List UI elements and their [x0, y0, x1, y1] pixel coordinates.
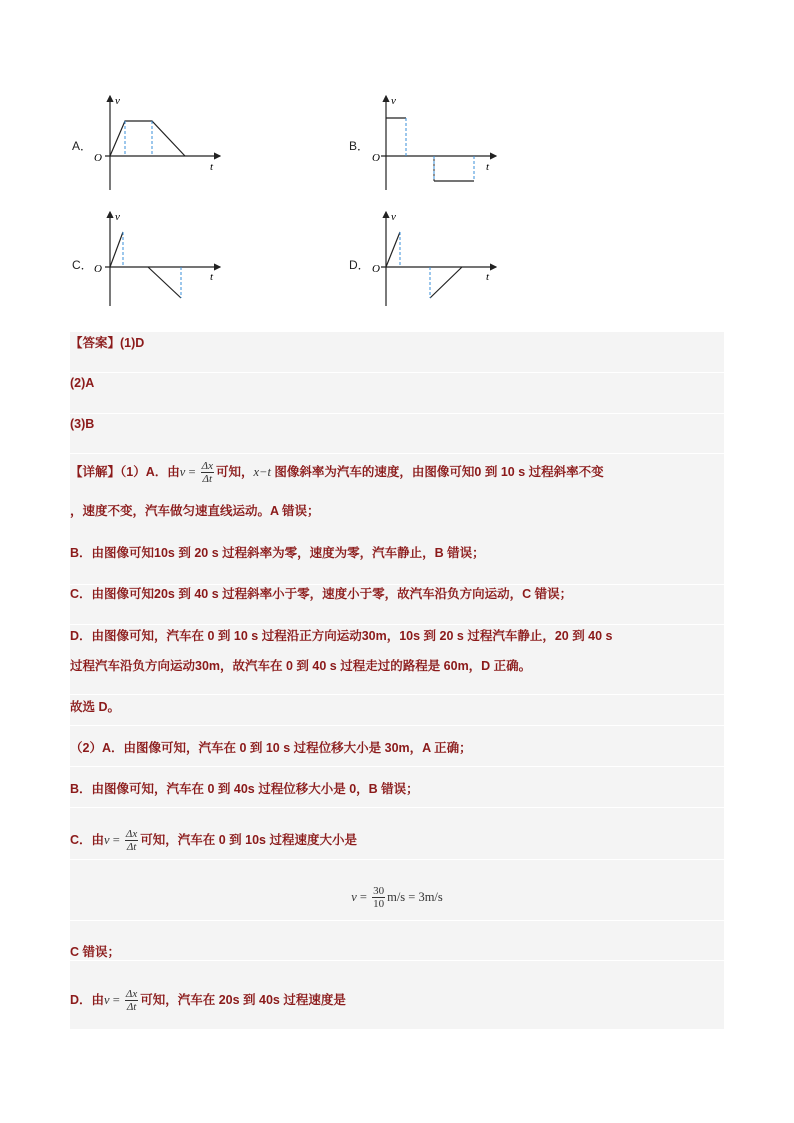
detail-l10-v: v — [104, 833, 110, 847]
detail-label: 【详解】 — [70, 465, 121, 479]
detail-line-2: ，速度不变，汽车做匀速直线运动。A 错误； — [70, 504, 320, 518]
graph-c-v: v — [115, 211, 120, 223]
frac-num-2: Δx — [125, 828, 138, 841]
graph-d — [372, 211, 496, 306]
graph-b — [372, 95, 496, 190]
detail-line-11: C 错误； — [70, 945, 121, 959]
fraction-dx-dt-2 — [125, 828, 138, 853]
detail-line-1 — [70, 458, 724, 486]
graph-b-v: v — [391, 95, 396, 107]
detail-line-3: B．由图像可知10s 到 20 s 过程斜率为零，速度为零，汽车静止，B 错误； — [70, 546, 485, 560]
detail-l10-pre: C．由 — [70, 833, 105, 847]
detail-line-4: C．由图像可知20s 到 40 s 过程斜率小于零，速度小于零，故汽车沿负方向运动，C 错误； — [70, 587, 573, 601]
detail-line-12 — [70, 986, 724, 1014]
detail-l1-mid: 可知， — [215, 465, 254, 479]
detail-l10-eq: = — [109, 833, 123, 847]
eq-post: m/s = 3m/s — [387, 890, 443, 904]
fraction-30-10 — [372, 885, 385, 910]
answer-2: (2)A — [70, 376, 95, 390]
detail-line-5: D．由图像可知，汽车在 0 到 10 s 过程沿正方向运动30m，10s 到 20 s 过程汽车静止，20 到 40 s — [70, 629, 613, 643]
detail-line-6: 过程汽车沿负方向运动30m，故汽车在 0 到 40 s 过程走过的路程是 60m，D 正确。 — [70, 659, 532, 673]
detail-line-8: （2）A．由图像可知，汽车在 0 到 10 s 过程位移大小是 30m，A 正确； — [70, 741, 472, 755]
graph-d-t: t — [486, 271, 490, 283]
graph-c-t: t — [210, 271, 214, 283]
detail-l1-eq: = — [185, 465, 199, 479]
detail-line-10 — [70, 826, 724, 854]
detail-l12-pre: D．由 — [70, 993, 105, 1007]
velocity-equation — [70, 883, 724, 911]
detail-l1-v: v — [179, 465, 186, 479]
option-a-label: A． — [72, 139, 93, 153]
eq-num: 30 — [373, 885, 385, 898]
graph-a-o: O — [94, 152, 102, 164]
graph-c-o: O — [94, 263, 102, 275]
detail-l12-v: v — [104, 993, 110, 1007]
fraction-dx-dt-3 — [125, 988, 138, 1013]
graphs-svg — [0, 0, 794, 330]
answer-panel — [70, 332, 724, 1029]
option-d-label: D． — [349, 258, 370, 272]
frac-den-2: Δt — [126, 841, 137, 854]
answer-3: (3)B — [70, 417, 95, 431]
answer-label: 【答案】 — [70, 336, 121, 350]
eq-den: 10 — [373, 898, 385, 911]
frac-num: Δx — [201, 460, 213, 473]
graph-a-v: v — [115, 95, 120, 107]
frac-num-3: Δx — [125, 988, 138, 1001]
detail-l12-post: 可知，汽车在 20s 到 40s 过程速度是 — [140, 993, 346, 1007]
answer-1: (1)D — [120, 336, 145, 350]
graph-d-v: v — [391, 211, 396, 223]
frac-den: Δt — [202, 473, 213, 486]
frac-den-3: Δt — [126, 1001, 137, 1014]
detail-l1-post: 图像斜率为汽车的速度，由图像可知0 到 10 s 过程斜率不变 — [270, 465, 604, 479]
graph-a — [94, 95, 220, 190]
option-b-label: B． — [349, 139, 370, 153]
answer-line-1 — [70, 335, 724, 351]
detail-line-9: B．由图像可知，汽车在 0 到 40s 过程位移大小是 0，B 错误； — [70, 782, 419, 796]
detail-l10-post: 可知，汽车在 0 到 10s 过程速度大小是 — [140, 833, 357, 847]
graph-d-o: O — [372, 263, 380, 275]
graph-b-t: t — [486, 161, 490, 173]
graph-c — [94, 211, 220, 306]
detail-line-7: 故选 D。 — [70, 700, 121, 714]
fraction-dx-dt — [201, 460, 214, 485]
option-c-label: C． — [72, 258, 93, 272]
graph-a-t: t — [210, 161, 214, 173]
option-graphs — [0, 0, 794, 330]
detail-l1-pre: （1）A．由 — [120, 465, 180, 479]
eq-v: v — [351, 890, 357, 904]
detail-l1-xt: x−t — [253, 465, 271, 479]
graph-b-o: O — [372, 152, 380, 164]
eq-equals: = — [356, 890, 371, 904]
detail-l12-eq: = — [109, 993, 123, 1007]
